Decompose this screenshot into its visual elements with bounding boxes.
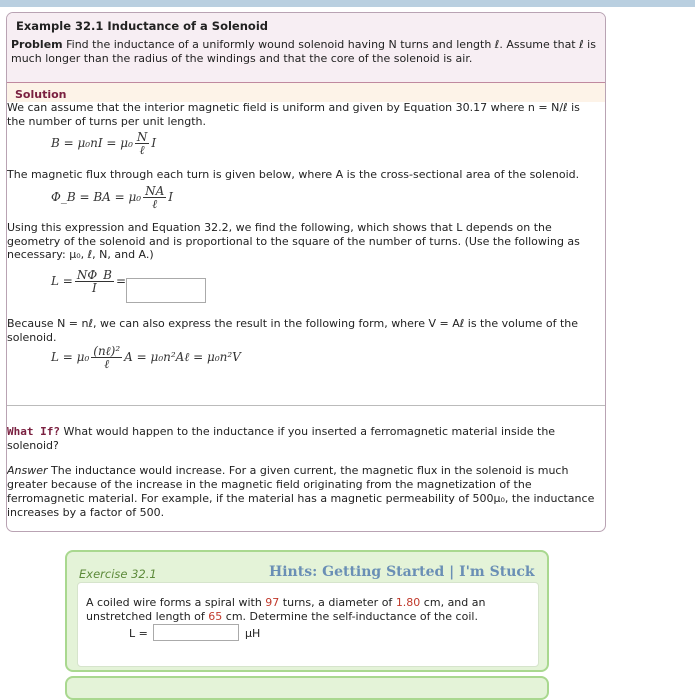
inductance-label: L =: [129, 627, 148, 640]
length-value: 65: [208, 610, 223, 623]
exercise-text: A coiled wire forms a spiral with 97 turns, a diameter of 1.80 cm, and an unstretched length of 65 cm. Determine the self-inductance of the coil.: [86, 596, 486, 623]
solution-paragraph-3: Using this expression and Equation 32.2, we find the following, which shows that L depends on the geometry of the solenoid and is proportional to the square of the number of turns. (Use the following as necessary: μ₀, ℓ, N, and A.): [7, 221, 580, 261]
problem-label: Problem: [11, 38, 63, 51]
section-divider: [7, 405, 605, 406]
problem-text: Find the inductance of a uniformly wound solenoid having N turns and length ℓ. Assume that ℓ is much longer than the radius of the windings and that the core of the solenoid is air.: [11, 38, 596, 65]
turns-value: 97: [265, 596, 280, 609]
hints-link[interactable]: Hints: Getting Started | I'm Stuck: [269, 564, 535, 580]
equation-magnetic-field: B = μ₀nI = μ₀ $\frac{N}{\text{ℓ}}$ I: [51, 130, 157, 157]
solution-label: Solution: [15, 88, 67, 101]
exercise-panel: [65, 550, 549, 672]
next-exercise-panel: [65, 676, 549, 700]
inductance-answer-input[interactable]: [126, 278, 206, 303]
exercise-inductance-input[interactable]: [153, 624, 239, 641]
solution-paragraph-1: We can assume that the interior magnetic field is uniform and given by Equation 30.17 where n = N/ℓ is the number of turns per unit length.: [7, 101, 580, 128]
solution-paragraph-2: The magnetic flux through each turn is given below, where A is the cross-sectional area of the solenoid.: [7, 168, 580, 181]
what-if-answer: Answer The inductance would increase. For a given current, the magnetic flux in the solenoid is much greater because of the increase in the magnetic field originating from the magnetization of the ferromagnetic material. For example, if the material has a magnetic permeability of 500μ₀, the inductance increases by a factor of 500.: [7, 464, 595, 519]
equation-volume-form: L = μ₀ $\frac{\text{(nℓ)²}}{\text{ℓ}}$ A = μ₀n²Aℓ = μ₀n²V: [51, 344, 241, 371]
problem-statement: [11, 38, 599, 66]
example-title: Example 32.1 Inductance of a Solenoid: [16, 19, 268, 33]
unit-label: μH: [245, 627, 261, 640]
example-panel: [6, 12, 606, 532]
solution-paragraph-4: Because N = nℓ, we can also express the result in the following form, where V = Aℓ is the volume of the solenoid.: [7, 317, 579, 344]
equation-flux: Φ_B = BA = μ₀ $\frac{NA}{\text{ℓ}}$ I: [51, 184, 174, 211]
solution-header: [7, 83, 605, 102]
exercise-title: Exercise 32.1: [79, 567, 157, 581]
what-if-label: What If?: [7, 425, 60, 438]
top-bar: [0, 0, 695, 7]
exercise-card: [77, 582, 539, 667]
equation-inductance: L = $\frac{N\Phi\_B}{I}$ =: [51, 268, 127, 295]
diameter-value: 1.80: [395, 596, 421, 609]
answer-label: Answer: [7, 464, 48, 477]
what-if-question: What If? What would happen to the inductance if you inserted a ferromagnetic material inside the solenoid?: [7, 425, 556, 452]
